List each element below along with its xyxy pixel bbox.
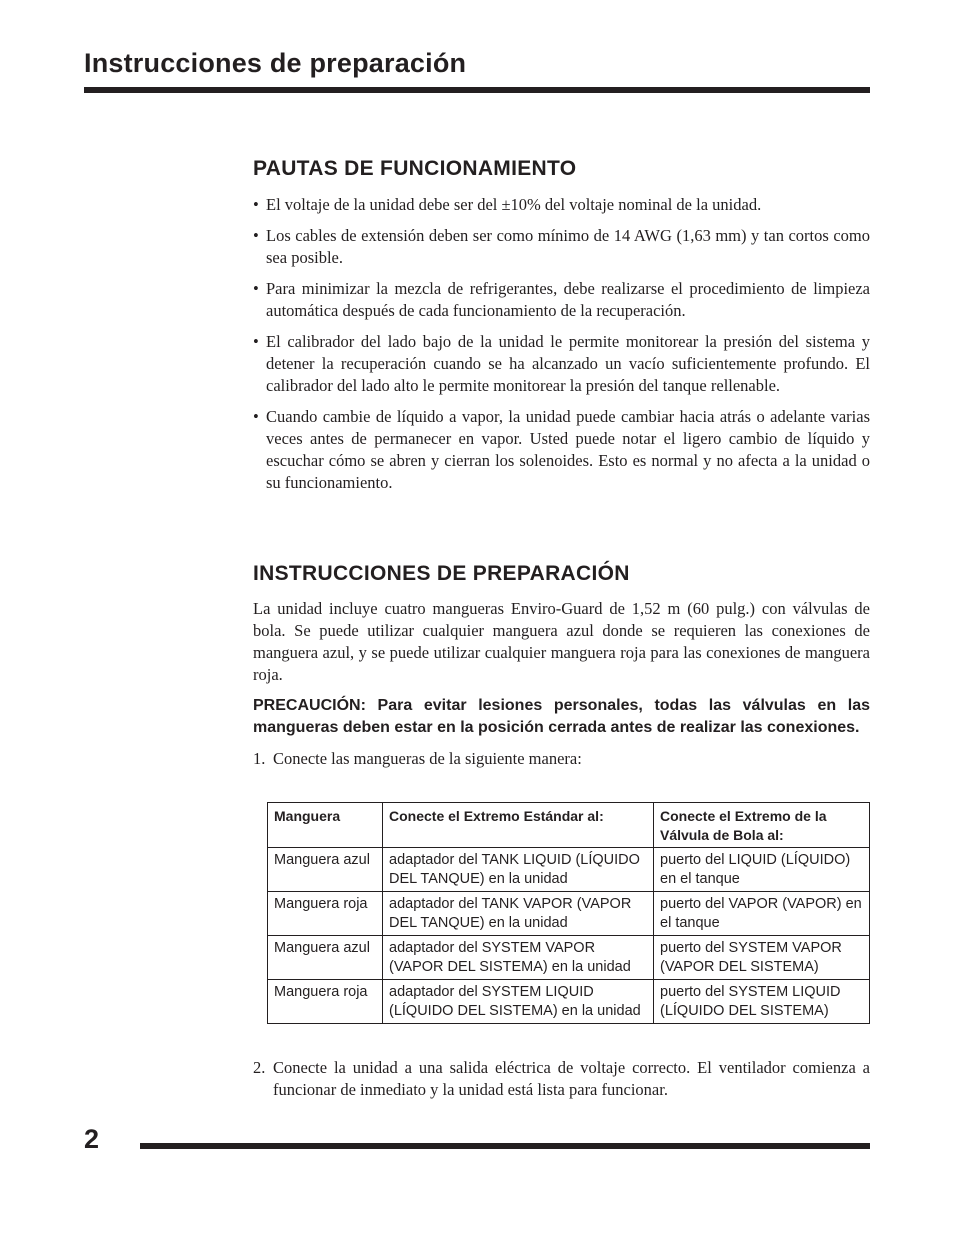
table-cell: adaptador del TANK LIQUID (LÍQUIDO DEL TANQUE) en la unidad [383, 848, 654, 892]
table-cell: adaptador del TANK VAPOR (VAPOR DEL TANQUE) en la unidad [383, 892, 654, 936]
guidelines-list [253, 194, 870, 494]
step-1 [253, 748, 870, 770]
guideline-item: • Cuando cambie de líquido a vapor, la unidad puede cambiar hacia atrás o adelante varias veces antes de permanecer en vapor. Usted puede notar el ligero cambio de líquido y escuchar cómo se abren y cierran los solenoides. Esto es normal y no afecta a la unidad o su funcionamiento. [253, 407, 870, 492]
header-rule [84, 87, 870, 93]
hose-connection-table [267, 802, 870, 1024]
setup-intro-paragraph: La unidad incluye cuatro mangueras Enviro-Guard de 1,52 m (60 pulg.) con válvulas de bola. Se puede utilizar cualquier manguera azul donde se requieren las conexiones de manguera azul, y se puede utilizar cualquier manguera roja para las conexiones de manguera roja. [253, 599, 870, 684]
column-header: Conecte el Extremo de la Válvula de Bola al: [654, 803, 870, 848]
table-row [268, 848, 870, 892]
guideline-item: • El calibrador del lado bajo de la unidad le permite monitorear la presión del sistema y detener la recuperación cuando se ha alcanzado un vacío suficientemente profundo. El calibrador del lado alto le permite monitorear la presión del tanque rellenable. [253, 332, 870, 395]
table-cell: Manguera azul [268, 848, 383, 892]
guideline-item: • El voltaje de la unidad debe ser del ±10% del voltaje nominal de la unidad. [253, 195, 762, 214]
step-2 [253, 1057, 870, 1101]
guideline-item: • Los cables de extensión deben ser como mínimo de 14 AWG (1,63 mm) y tan cortos como sea posible. [253, 226, 870, 267]
table-cell: Manguera azul [268, 936, 383, 980]
page-number: 2 [84, 1124, 100, 1154]
table-row [268, 892, 870, 936]
table-header-row [268, 803, 870, 848]
table-cell: puerto del VAPOR (VAPOR) en el tanque [654, 892, 870, 936]
setup-heading: INSTRUCCIONES DE PREPARACIÓN [253, 562, 630, 585]
step-text: Conecte la unidad a una salida eléctrica de voltaje correcto. El ventilador comienza a funcionar de inmediato y la unidad está lista para funcionar. [273, 1058, 870, 1099]
step-2-block [253, 1057, 870, 1101]
operating-guidelines-section [253, 157, 870, 503]
step-text: Conecte las mangueras de la siguiente manera: [273, 749, 582, 768]
table-cell: Manguera roja [268, 892, 383, 936]
guideline-item: • Para minimizar la mezcla de refrigerantes, debe realizarse el procedimiento de limpieza automática después de cada funcionamiento de la recuperación. [253, 279, 870, 320]
table-cell: adaptador del SYSTEM VAPOR (VAPOR DEL SISTEMA) en la unidad [383, 936, 654, 980]
table-cell: adaptador del SYSTEM LIQUID (LÍQUIDO DEL SISTEMA) en la unidad [383, 980, 654, 1024]
table-cell: puerto del SYSTEM LIQUID (LÍQUIDO DEL SISTEMA) [654, 980, 870, 1024]
table-cell: Manguera roja [268, 980, 383, 1024]
table-row [268, 936, 870, 980]
table-cell: puerto del SYSTEM VAPOR (VAPOR DEL SISTEMA) [654, 936, 870, 980]
table-cell: puerto del LIQUID (LÍQUIDO) en el tanque [654, 848, 870, 892]
footer-rule [140, 1143, 870, 1149]
page-header-title: Instrucciones de preparación [84, 48, 467, 78]
column-header: Conecte el Extremo Estándar al: [383, 803, 654, 848]
caution-paragraph: PRECAUCIÓN: Para evitar lesiones personales, todas las válvulas en las mangueras deben estar en la posición cerrada antes de realizar las conexiones. [253, 697, 870, 736]
guidelines-heading: PAUTAS DE FUNCIONAMIENTO [253, 157, 577, 180]
table-row [268, 980, 870, 1024]
column-header: Manguera [268, 803, 383, 848]
setup-section [253, 562, 870, 770]
step-number: 2. [253, 1058, 266, 1077]
step-number: 1. [253, 749, 266, 768]
